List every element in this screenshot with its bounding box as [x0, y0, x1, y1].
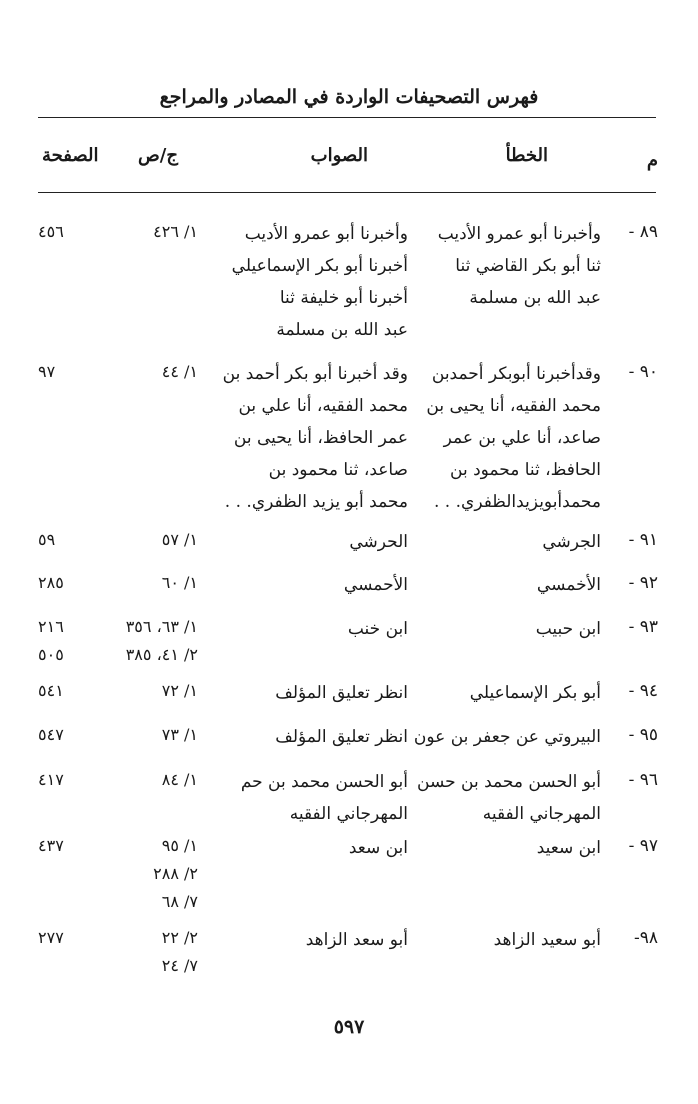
page-ref-line: ٩٧ [38, 362, 56, 381]
error-text-line: وأخبرنا أبو عمرو الأديب [437, 224, 601, 244]
page-ref-line: ٤٥٦ [38, 222, 64, 241]
volume-page-ref [88, 613, 198, 669]
page-ref-line: ٤٣٧ [38, 836, 64, 855]
entry-number: ٩٥ - [628, 725, 658, 745]
header-rule [38, 117, 656, 118]
page-ref [38, 569, 88, 597]
entry-number: ٩٦ - [628, 770, 658, 790]
correct-text-line: أبو الحسن محمد بن حم [240, 772, 408, 792]
correct-text-line: عبد الله بن مسلمة [276, 320, 408, 340]
correct-text [214, 924, 408, 956]
error-text-line: وقدأخبرنا أبوبكر أحمدبن [431, 364, 601, 384]
entry-number: ٨٩ - [628, 222, 658, 242]
volume-page-ref [88, 526, 198, 554]
error-text-line: الأخمسي [536, 575, 601, 595]
error-text [413, 721, 601, 753]
page-ref [38, 832, 88, 860]
column-header-correct: الصواب [310, 145, 368, 166]
page-number: ٥٩٧ [333, 1016, 365, 1038]
volume-page-ref-line: ٧/ ٦٨ [161, 892, 198, 911]
page-ref-line: ٢١٦ [38, 617, 64, 636]
error-text-line: ثنا أبو بكر القاضي ثنا [455, 256, 601, 276]
error-text [431, 569, 601, 601]
correct-text-line: عمر الحافظ، أنا يحيى بن [233, 428, 408, 448]
volume-page-ref [88, 832, 198, 916]
entry-number: ٩٣ - [628, 617, 658, 637]
volume-page-ref-line: ٧/ ٢٤ [161, 956, 198, 975]
entry-number: ٩٨- [633, 928, 658, 948]
volume-page-ref-line: ٢/ ٢٢ [161, 928, 198, 947]
correct-text-line: أخبرنا أبو بكر الإسماعيلي [231, 256, 408, 276]
volume-page-ref [88, 677, 198, 705]
volume-page-ref [88, 218, 198, 246]
error-text [426, 358, 601, 518]
error-text-line: المهرجاني الفقيه [482, 804, 601, 824]
correct-text-line: ابن سعد [348, 838, 408, 858]
volume-page-ref [88, 721, 198, 749]
correct-text-line: صاعد، ثنا محمود بن [268, 460, 408, 480]
error-text-line: صاعد، أنا علي بن عمر [443, 428, 601, 448]
page-ref [38, 924, 88, 952]
error-text-line: أبو بكر الإسماعيلي [469, 683, 601, 703]
page-ref-line: ٥٤٧ [38, 725, 64, 744]
entry-number: ٩٠ - [628, 362, 658, 382]
volume-page-ref [88, 924, 198, 980]
error-text-line: الجرشي [542, 532, 601, 552]
error-text-line: عبد الله بن مسلمة [469, 288, 601, 308]
page-ref [38, 677, 88, 705]
correct-text-line: المهرجاني الفقيه [289, 804, 408, 824]
page-ref-line: ٤١٧ [38, 770, 64, 789]
volume-page-ref-line: ١/ ٨٤ [161, 770, 198, 789]
error-text-line: ابن سعيد [536, 838, 601, 858]
correct-text [214, 766, 408, 830]
page-ref-line: ٥٤١ [38, 681, 64, 700]
correct-text-line: أبو سعد الزاهد [305, 930, 408, 950]
column-header-page: الصفحة [42, 145, 99, 166]
error-text [431, 924, 601, 956]
entry-number: ٩١ - [628, 530, 658, 550]
correct-text-line: وأخبرنا أبو عمرو الأديب [244, 224, 408, 244]
page-ref [38, 766, 88, 794]
correct-text [214, 569, 408, 601]
error-text-line: محمدأبويزيدالظفري. . . [434, 492, 601, 512]
correct-text-line: ابن خنب [347, 619, 408, 639]
correct-text-line: الأحمسي [343, 575, 408, 595]
correct-text [214, 613, 408, 645]
volume-page-ref [88, 766, 198, 794]
volume-page-ref-line: ١/ ٧٢ [161, 681, 198, 700]
error-text-line: أبو الحسن محمد بن حسن [417, 772, 601, 792]
page-ref-line: ٥٩ [38, 530, 56, 549]
correct-text-line: محمد أبو يزيد الظفري. . . [224, 492, 408, 512]
page-ref [38, 721, 88, 749]
volume-page-ref-line: ١/ ٩٥ [161, 836, 198, 855]
running-title: فهرس التصحيفات الواردة في المصادر والمراجع [159, 86, 539, 108]
error-text-line: البيروتي عن جعفر بن عون [413, 727, 601, 747]
correct-text [214, 832, 408, 864]
column-header-number: م [646, 150, 658, 171]
error-text [431, 677, 601, 709]
page-ref-line: ٢٧٧ [38, 928, 64, 947]
table-header-rule [38, 192, 656, 193]
entry-number: ٩٧ - [628, 836, 658, 856]
error-text [431, 613, 601, 645]
page-ref-line: ٥٠٥ [38, 645, 64, 664]
correct-text-line: انظر تعليق المؤلف [275, 683, 408, 703]
page-ref [38, 526, 88, 554]
correct-text-line: أخبرنا أبو خليفة ثنا [279, 288, 408, 308]
page-ref [38, 218, 88, 246]
correct-text-line: انظر تعليق المؤلف [275, 727, 408, 747]
correct-text-line: وقد أخبرنا أبو بكر أحمد بن [222, 364, 408, 384]
column-header-volume-page: ج/ص [138, 145, 178, 166]
correct-text [214, 526, 408, 558]
page-ref-line: ٢٨٥ [38, 573, 64, 592]
volume-page-ref [88, 358, 198, 386]
volume-page-ref-line: ١/ ٤٢٦ [153, 222, 198, 241]
error-text-line: ابن حبيب [535, 619, 601, 639]
error-text [431, 218, 601, 314]
entry-number: ٩٤ - [628, 681, 658, 701]
volume-page-ref-line: ٢/ ٤١، ٣٨٥ [125, 645, 198, 664]
correct-text [214, 677, 408, 709]
volume-page-ref-line: ١/ ٦٠ [161, 573, 198, 592]
correct-text [214, 218, 408, 346]
volume-page-ref-line: ١/ ٥٧ [161, 530, 198, 549]
error-text [431, 832, 601, 864]
error-text-line: أبو سعيد الزاهد [493, 930, 601, 950]
page-ref [38, 613, 88, 669]
correct-text [214, 721, 408, 753]
volume-page-ref-line: ١/ ٦٣، ٣٥٦ [125, 617, 198, 636]
error-text-line: محمد الفقيه، أنا يحيى بن [426, 396, 601, 416]
correct-text-line: الحرشي [349, 532, 408, 552]
error-text [431, 526, 601, 558]
error-text [417, 766, 601, 830]
column-header-error: الخطأ [505, 145, 548, 166]
page-ref [38, 358, 88, 386]
volume-page-ref-line: ٢/ ٢٨٨ [153, 864, 198, 883]
volume-page-ref [88, 569, 198, 597]
volume-page-ref-line: ١/ ٧٣ [161, 725, 198, 744]
correct-text-line: محمد الفقيه، أنا علي بن [238, 396, 408, 416]
entry-number: ٩٢ - [628, 573, 658, 593]
volume-page-ref-line: ١/ ٤٤ [161, 362, 198, 381]
error-text-line: الحافظ، ثنا محمود بن [450, 460, 601, 480]
correct-text [214, 358, 408, 518]
